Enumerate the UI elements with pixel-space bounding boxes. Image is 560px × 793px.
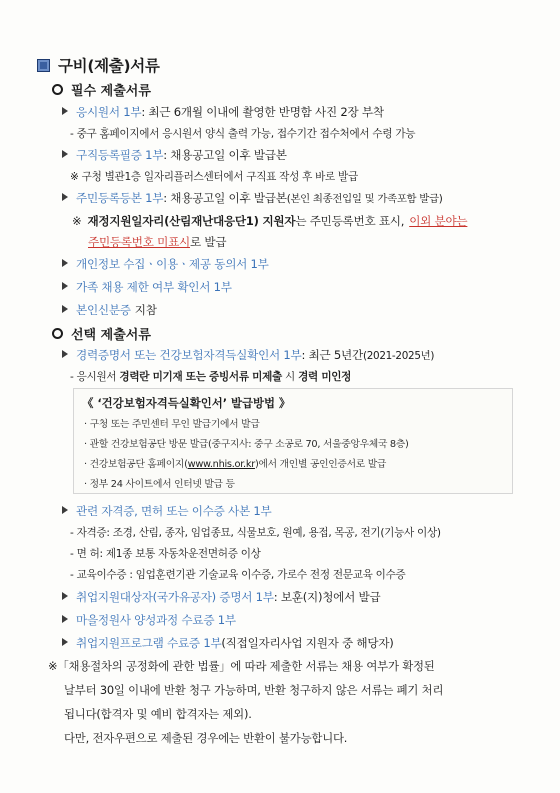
item-label: 주민등록등본 1부 <box>76 191 164 205</box>
triangle-bullet-icon <box>62 193 68 201</box>
item-label: 응시원서 1부 <box>76 105 142 119</box>
required-item-family-check <box>62 279 232 295</box>
footnote-line-4: 다만, 전자우편으로 제출된 경우에는 반환이 불가능합니다. <box>64 731 348 745</box>
item-text: (직접일자리사업 지원자 중 해당자) <box>221 636 394 650</box>
optional-heading <box>52 324 151 343</box>
item-text: : 최근 6개월 이내에 촬영한 반명함 사진 2장 부착 <box>141 105 384 119</box>
note-mid: 는 주민등록번호 표시, <box>295 214 405 228</box>
box-line-1: · 구청 또는 주민센터 무인 발급기에서 발급 <box>84 419 260 430</box>
nhis-link[interactable]: www.nhis.or.kr <box>187 459 255 470</box>
item-label: 구직등록필증 1부 <box>76 148 164 162</box>
item-label: 가족 채용 제한 여부 확인서 1부 <box>76 280 232 294</box>
note-red-2: 주민등록번호 미표시 <box>88 235 190 249</box>
triangle-bullet-icon <box>62 150 68 158</box>
note-bold-2: 경력 미인정 <box>298 371 352 383</box>
item-text: : 최근 5년간 <box>301 348 363 362</box>
license-sub-1: - 자격증: 조경, 산림, 종자, 임업종묘, 식물보호, 원예, 용접, 목공, 전기(기능사 이상) <box>70 527 441 539</box>
section-title <box>37 54 160 76</box>
triangle-bullet-icon <box>62 592 68 600</box>
optional-heading-text: 선택 제출서류 <box>71 328 151 343</box>
footnote-line-1: ※「채용절차의 공정화에 관한 법률」에 따라 제출한 서류는 채용 여부가 확정된 <box>48 659 435 673</box>
item-label: 마을정원사 양성과정 수료증 1부 <box>76 613 236 627</box>
footnote-line-3: 됩니다(합격자 및 예비 합격자는 제외). <box>64 707 252 721</box>
item-label: 관련 자격증, 면허 또는 이수증 사본 1부 <box>76 504 272 518</box>
box-title: 《 ‘건강보험자격득실확인서’ 발급방법 》 <box>82 396 291 410</box>
section-title-text: 구비(제출)서류 <box>58 57 160 75</box>
required-item-id-card <box>62 302 157 318</box>
circle-bullet-icon <box>52 84 63 95</box>
required-item-privacy-consent <box>62 256 269 272</box>
box-line-3-post: )에서 개인별 공인인증서로 발급 <box>254 459 387 470</box>
license-sub-3: - 교육이수증 : 임업훈련기관 기술교육 이수증, 가로수 전정 전문교육 이수증 <box>70 569 406 581</box>
triangle-bullet-icon <box>62 350 68 358</box>
required-heading-text: 필수 제출서류 <box>71 84 151 99</box>
optional-item-veteran <box>62 589 380 605</box>
note-red-1: 이외 분야는 <box>409 214 468 228</box>
item-label: 개인정보 수집ㆍ이용ㆍ제공 동의서 1부 <box>76 257 269 271</box>
required-item-resident-register-note-2 <box>88 234 226 250</box>
triangle-bullet-icon <box>62 506 68 514</box>
optional-item-gardener <box>62 612 236 628</box>
required-item-job-registration <box>62 147 287 163</box>
triangle-bullet-icon <box>62 107 68 115</box>
required-item-application-note: - 중구 홈페이지에서 응시원서 양식 출력 가능, 접수기간 접수처에서 수령 가능 <box>70 128 416 140</box>
item-text: : 채용공고일 이후 발급본 <box>163 148 287 162</box>
optional-item-career <box>62 347 434 363</box>
note-bold: 경력란 미기재 또는 증빙서류 미제출 <box>119 371 282 383</box>
required-item-resident-register <box>62 190 443 206</box>
item-label: 취업지원대상자(국가유공자) 증명서 1부 <box>76 590 274 604</box>
item-text-small: (2021-2025년) <box>362 350 435 362</box>
item-label: 경력증명서 또는 건강보험자격득실확인서 1부 <box>76 348 302 362</box>
item-text: 지참 <box>134 303 157 317</box>
item-text-small: (본인 최종전입일 및 가족포함 발급) <box>286 193 443 205</box>
triangle-bullet-icon <box>62 282 68 290</box>
optional-item-license <box>62 503 271 519</box>
square-bullet-icon <box>37 59 50 72</box>
item-label: 취업지원프로그램 수료증 1부 <box>76 636 222 650</box>
required-item-job-registration-note: ※ 구청 별관1층 일자리플러스센터에서 구직표 작성 후 바로 발급 <box>70 171 358 183</box>
box-line-3-pre: · 건강보험공단 홈페이지( <box>84 459 188 470</box>
triangle-bullet-icon <box>62 305 68 313</box>
required-item-resident-register-note <box>72 213 467 229</box>
note-end: 로 발급 <box>189 235 227 249</box>
note-mark: ※ <box>72 214 82 228</box>
note-mid: 시 <box>285 371 295 383</box>
triangle-bullet-icon <box>62 638 68 646</box>
optional-item-employment-program <box>62 635 394 651</box>
footnote-line-2: 날부터 30일 이내에 반환 청구 가능하며, 반환 청구하지 않은 서류는 폐기 처리 <box>64 683 444 697</box>
optional-item-career-note <box>70 369 351 384</box>
circle-bullet-icon <box>52 328 63 339</box>
note-bold: 재정지원일자리(산림재난대응단1) 지원자 <box>87 214 296 228</box>
required-heading <box>52 80 151 99</box>
note-pre: - 응시원서 <box>70 371 117 383</box>
required-item-application <box>62 104 384 120</box>
box-line-4: · 정부 24 사이트에서 인터넷 발급 등 <box>84 479 235 490</box>
license-sub-2: - 면 허: 제1종 보통 자동차운전면허증 이상 <box>70 548 261 560</box>
item-label: 본인신분증 <box>76 303 131 317</box>
item-text: : 보훈(지)청에서 발급 <box>273 590 381 604</box>
box-line-3 <box>84 456 386 470</box>
triangle-bullet-icon <box>62 615 68 623</box>
box-line-2: · 관할 건강보험공단 방문 발급(중구지사: 중구 소공로 70, 서울중앙우체국 8층) <box>84 439 409 450</box>
triangle-bullet-icon <box>62 259 68 267</box>
item-text: : 채용공고일 이후 발급본 <box>163 191 287 205</box>
